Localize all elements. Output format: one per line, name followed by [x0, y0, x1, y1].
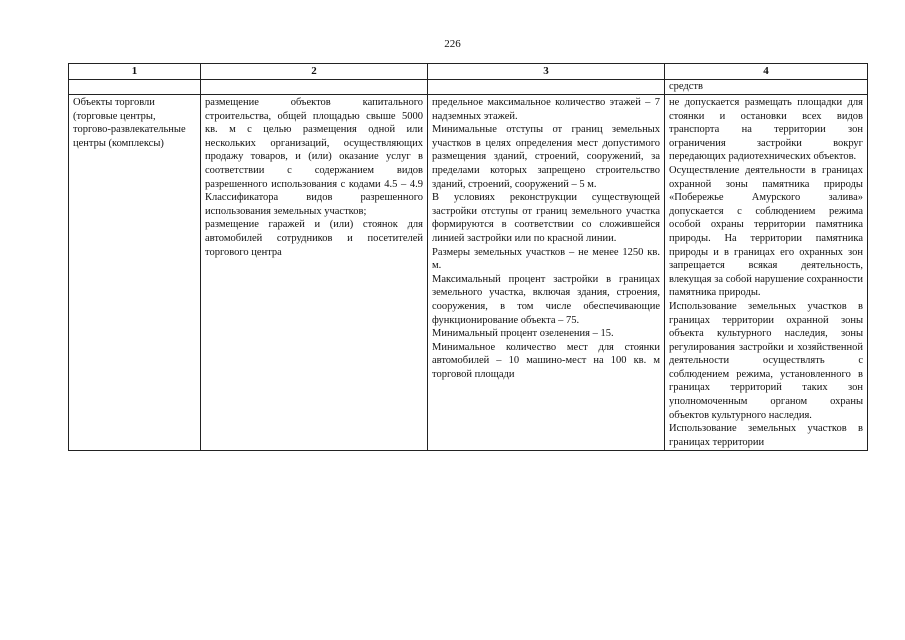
object-type-text: Объекты торговли (торговые центры, торгово-развлекательные центры (комплексы) — [73, 97, 186, 149]
restrictions-cell — [665, 95, 868, 451]
permitted-use-cell — [201, 95, 428, 451]
restrictions-paragraph: Использование земельных участков в границах территории — [669, 423, 863, 448]
parameters-paragraph: Минимальные отступы от границ земельных участков в целях определения мест допустимого размещения зданий, строений, сооружений, за пределами которых запрещено строительство зданий, строений, сооружений – 5 м. — [432, 124, 660, 190]
continuation-cell-1 — [69, 80, 201, 95]
parameters-paragraph: Максимальный процент застройки в границах земельного участка, включая здания, строения, сооружения, в том числе обеспечивающие функционирование объекта – 75. — [432, 273, 660, 326]
continuation-cell-2 — [201, 80, 428, 95]
table-header-row — [69, 64, 868, 80]
parameters-cell — [428, 95, 665, 451]
restrictions-paragraph: Использование земельных участков в границах территории охранной зоны объекта культурного наследия, зоны регулирования застройки и хозяйственной деятельности осуществлять с соблюдением режима, установленного в границах территорий таких зон уполномоченным органом охраны объектов культурного наследия. — [669, 300, 863, 421]
column-header-2: 2 — [201, 64, 428, 80]
parameters-paragraph: Минимальный процент озеленения – 15. — [432, 328, 614, 340]
continuation-cell-4: средств — [665, 80, 868, 95]
parameters-paragraph: В условиях реконструкции существующей застройки отступы от границ земельного участка формируются в соответствии со сложившейся линией застройки или по красной линии. — [432, 192, 660, 244]
page-number: 226 — [444, 38, 461, 50]
object-type-cell — [69, 95, 201, 451]
column-header-3: 3 — [428, 64, 665, 80]
regulations-table — [68, 63, 868, 451]
column-header-1: 1 — [69, 64, 201, 80]
restrictions-paragraph: не допускается размещать площадки для стоянки и остановки всех видов транспорта на территории зон ограничения застройки вокруг передающих радиотехнических объектов. — [669, 97, 863, 163]
parameters-paragraph: Размеры земельных участков – не менее 1250 кв. м. — [432, 246, 660, 272]
permitted-use-paragraph: размещение гаражей и (или) стоянок для автомобилей сотрудников и посетителей торгового центра — [205, 219, 423, 258]
permitted-use-paragraph: размещение объектов капитального строительства, общей площадью свыше 5000 кв. м с целью размещения одной или нескольких организаций, осуществляющих продажу товаров, и (или) оказание услуг в соответствии с содержанием видов разрешенного использования с кодами 4.5 – 4.9 Классификатора видов разрешенного использования земельных участков; — [205, 97, 423, 217]
column-header-4: 4 — [665, 64, 868, 80]
parameters-paragraph: Минимальное количество мест для стоянки автомобилей – 10 машино-мест на 100 кв. м торговой площади — [432, 341, 660, 380]
restrictions-paragraph: Осуществление деятельности в границах охранной зоны памятника природы «Побережье Амурского залива» допускается с соблюдением режима особой охраны территории памятника природы. На территории памятника природы и в границах его охранных зон запрещается всякая деятельность, влекущая за собой нарушение сохранности памятника природы. — [669, 164, 863, 299]
parameters-paragraph: предельное максимальное количество этажей – 7 надземных этажей. — [432, 97, 660, 122]
continuation-cell-3 — [428, 80, 665, 95]
continuation-row — [69, 80, 868, 95]
table-row — [69, 95, 868, 451]
